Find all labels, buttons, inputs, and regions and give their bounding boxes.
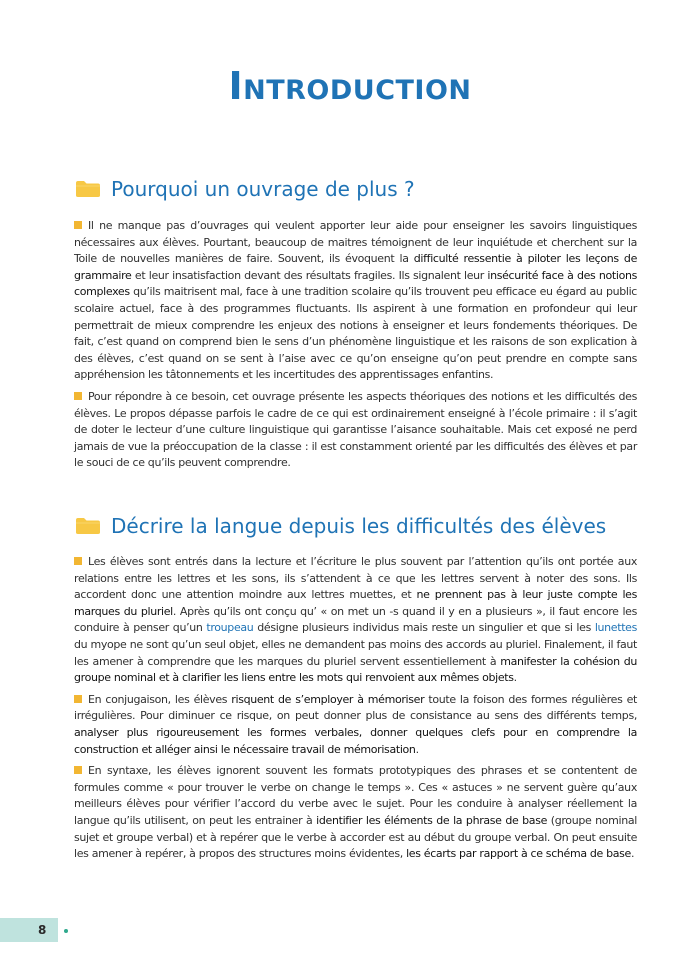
emphasis-text: manifester la cohésion du groupe nominal et à clarifier les liens entre les mots qui renvoient aux mêmes objets: [74, 654, 637, 685]
emphasis-text: difficulté ressentie à piloter les leçons de grammaire: [74, 252, 637, 282]
example-word: troupeau: [206, 621, 254, 635]
text-run: et leur insatisfaction devant des résultats fragiles. Ils signalent leur: [131, 268, 488, 282]
text-run: Les élèves sont entrés dans la lecture et l’écriture le plus souvent par l’attention qu’ils ont portée aux relations entre les lettres et les sons, ils s’attendent à ce que les lettres servent à noter des sons. Ils accordent donc une attention moindre aux lettres muettes, et: [74, 555, 637, 602]
emphasis-text: analyser plus rigoureusement les formes verbales, donner quelques clefs pour en comprendre la construction et alléger ainsi le nécessaire travail de mémorisation: [74, 725, 637, 756]
page-number: 8: [38, 923, 47, 937]
square-bullet-icon: [74, 695, 82, 703]
emphasis-text: ne prennent pas à leur juste compte les marques du pluriel: [74, 588, 637, 618]
text-run: Pour répondre à ce besoin, cet ouvrage présente les aspects théoriques des notions et les difficultés des élèves. Le propos dépasse parfois le cadre de ce qui est ordinairement enseigné à l’école primaire : il s’agit de doter le lecteur d’une culture linguistique qui garantisse l’aisance souhaitable. Mais cet exposé ne perd jamais de vue la préoccupation de la classe : il est constamment orienté par les difficultés des élèves et par le souci de ce qu’ils peuvent comprendre.: [74, 389, 637, 470]
emphasis-text: identifier les éléments de la phrase de base: [316, 813, 548, 827]
square-bullet-icon: [74, 392, 82, 400]
section-heading-text: Pourquoi un ouvrage de plus ?: [111, 177, 415, 201]
text-run: . Après qu’ils ont conçu qu’ « on met un -s quand il y en a plusieurs », il faut encore les conduire à penser qu’un: [74, 604, 637, 635]
square-bullet-icon: [74, 766, 82, 774]
paragraph: [74, 389, 637, 472]
folder-icon: [74, 517, 101, 535]
page-dot: [64, 929, 68, 933]
page-title: Introduction: [228, 64, 472, 108]
text-run: En conjugaison, les élèves: [88, 692, 232, 706]
emphasis-text: insécurité face à des notions complexes: [74, 268, 637, 299]
section-body-decrire: [74, 554, 637, 868]
paragraph: [74, 554, 637, 687]
section-heading-pourquoi: [74, 176, 415, 202]
text-run: désigne plusieurs individus mais reste un singulier et que si les: [253, 621, 595, 635]
section-heading-decrire: [74, 513, 606, 539]
folder-icon: [74, 180, 101, 198]
paragraph: [74, 218, 637, 384]
page-number-band: [0, 918, 58, 942]
text-run: En syntaxe, les élèves ignorent souvent les formats prototypiques des phrases et se contentent de formules comme « pour trouver le verbe on change le temps ». Ces « astuces » ne servent guère qu’aux meilleurs élèves pour vérifier l’accord du verbe avec le sujet. Pour les conduire à analyser réellement la langue qu’ils utilisent, on peut les entrainer à: [74, 764, 637, 827]
example-word: lunettes: [594, 621, 637, 635]
text-run: .: [513, 671, 517, 685]
section-heading-text: Décrire la langue depuis les difficultés des élèves: [111, 514, 607, 538]
paragraph: [74, 692, 637, 758]
text-run: toute la foison des formes régulières et irrégulières. Pour diminuer ce risque, on peut donner plus de consistance au sens des différents temps,: [74, 692, 638, 723]
text-run: Il ne manque pas d’ouvrages qui veulent apporter leur aide pour enseigner les savoirs linguistiques nécessaires aux élèves. Pourtant, beaucoup de maitres témoignent de leur inquiétude et cherchent sur la Toile de nouvelles manières de faire. Souvent, ils évoquent la: [74, 219, 637, 266]
text-run: qu’ils maitrisent mal, face à une tradition scolaire qu’ils trouvent peu efficace eu égard au public scolaire actuel, face à des programmes fluctuants. Ils aspirent à une formation en profondeur qui leur permettrait de mieux comprendre les enjeux des notions à enseigner et leurs fondements théoriques. De fait, c’est quand on comprend bien le sens d’un phénomène linguistique et les raisons de son explication à des élèves, c’est quand on se sent à l’aise avec ce qu’on enseigne qu’on peut prendre en compte sans appréhension les tâtonnements et les incertitudes des apprentissages enfantins.: [74, 285, 637, 382]
paragraph: [74, 763, 637, 863]
emphasis-text: les écarts par rapport à ce schéma de base: [406, 847, 631, 861]
section-body-pourquoi: [74, 218, 637, 477]
square-bullet-icon: [74, 557, 82, 565]
text-run: .: [631, 847, 635, 861]
text-run: (groupe nominal sujet et groupe verbal) et à repérer que le verbe à accorder est au début du groupe verbal. On peut ensuite les amener à repérer, à propos des structures moins évidentes,: [74, 813, 637, 861]
emphasis-text: risquent de s’employer à mémoriser: [231, 692, 425, 706]
text-run: .: [415, 742, 419, 756]
text-run: du myope ne sont qu’un seul objet, elles ne demandent pas moins des accords au pluriel. Finalement, il faut les amener à comprendre que les marques du pluriel servent essentiellement à: [74, 637, 637, 668]
square-bullet-icon: [74, 221, 82, 229]
